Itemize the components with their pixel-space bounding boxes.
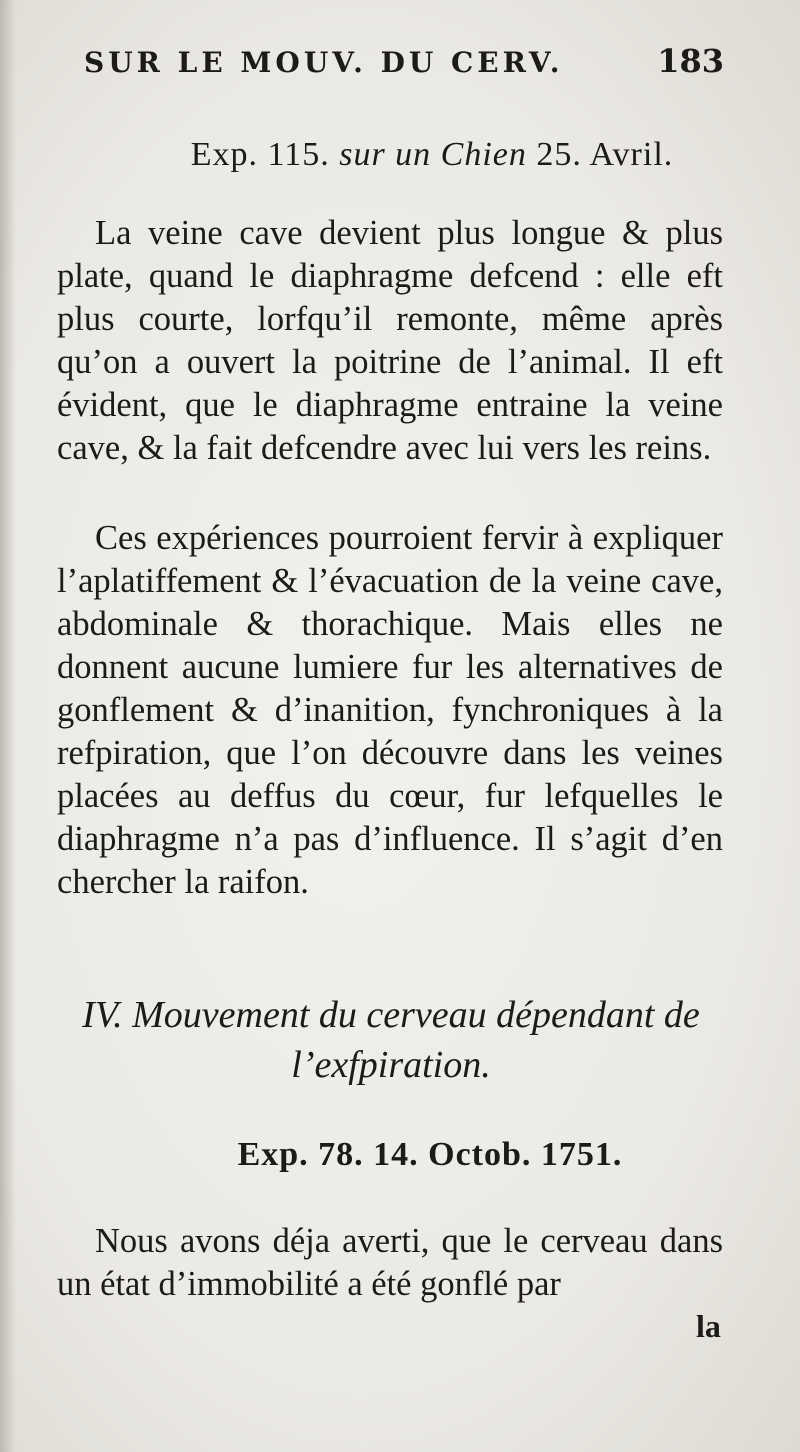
paragraph-text: Ces expériences pourroient fervir à expliquer l’aplatiffement & l’évacuation de la veine cave, abdominale & thorachique. Mais elles ne donnent aucune lumiere fur les alternatives de gonflement & d’inanition, fynchroniques à la refpiration, que l’on découvre dans les veines placées au deffus du cœur, fur lefquelles le diaphragme n’a pas d’influence. Il s’agit d’en chercher la raifon. — [57, 519, 723, 901]
page-number: 183 — [657, 42, 724, 80]
paragraph-text: Nous avons déja averti, que le cerveau dans un état d’immobilité a été gonflé par — [57, 1222, 723, 1303]
section-title: IV. Mouvement du cerveau dépendant de l’exfpiration. — [82, 994, 700, 1086]
experiment-heading — [32, 136, 800, 174]
page-edge-shadow — [0, 0, 16, 1452]
body-paragraph — [57, 1220, 723, 1306]
experiment-label: Exp. 115. — [190, 136, 330, 173]
experiment-subject: sur un Chien — [339, 136, 527, 173]
catchword: la — [696, 1308, 721, 1344]
experiment-heading: Exp. 78. 14. Octob. 1751. — [237, 1136, 623, 1173]
running-title: SUR LE MOUV. DU CERV. — [84, 46, 564, 79]
body-paragraph — [57, 517, 723, 904]
running-head — [84, 42, 724, 80]
experiment-date: 25. Avril. — [536, 136, 674, 173]
paragraph-text: La veine cave devient plus longue & plus plate, quand le diaphragme defcend : elle eft plus courte, lorfqu’il remonte, même après qu’on a ouvert la poitrine de l’animal. Il eft évident, que le diaphragme entraine la veine cave, & la fait defcendre avec lui vers les reins. — [57, 214, 723, 467]
body-paragraph — [57, 212, 723, 470]
